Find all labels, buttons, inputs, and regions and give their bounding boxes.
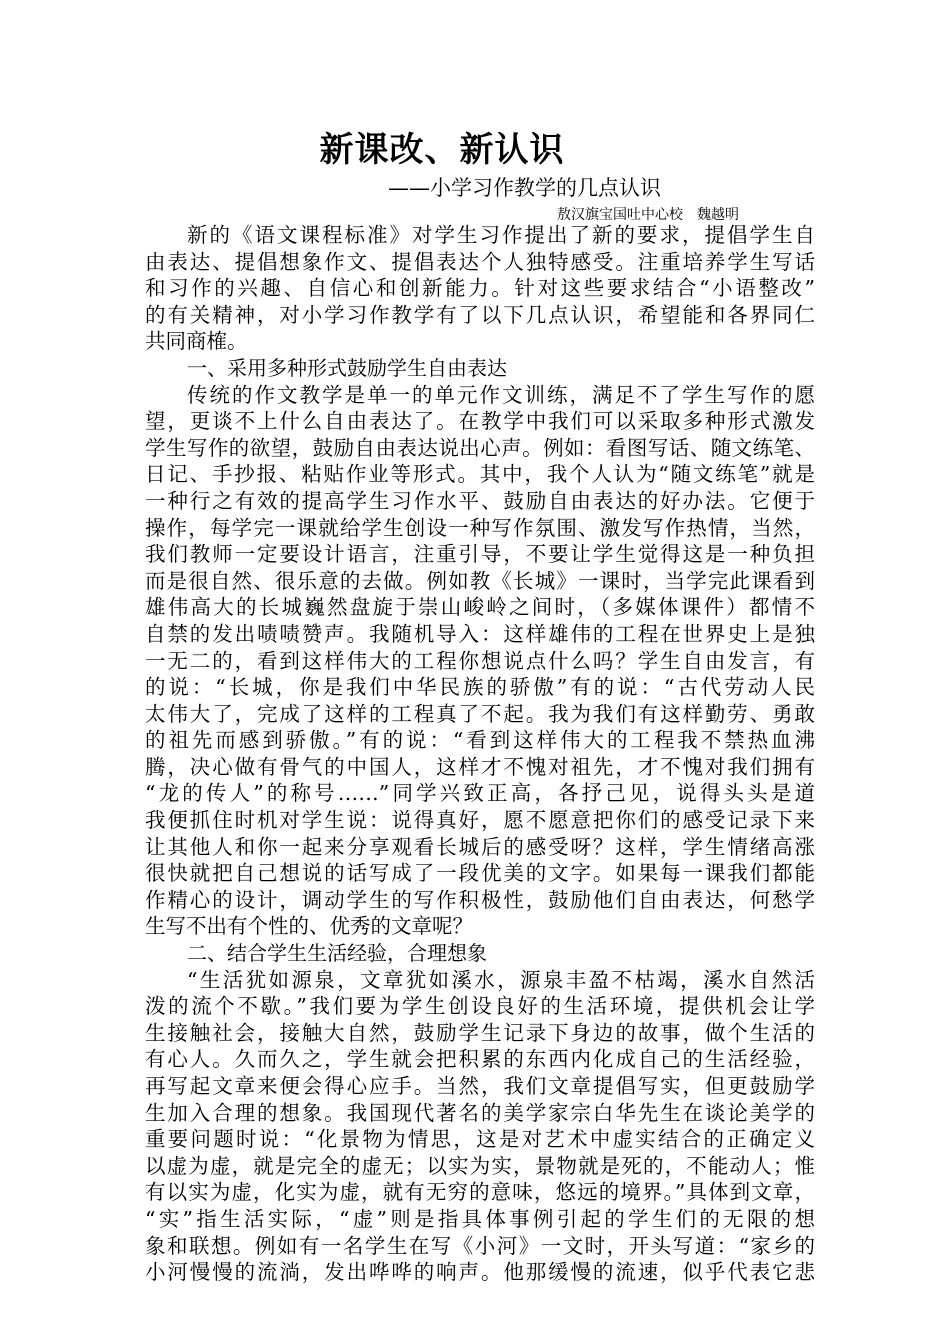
author-line: 敖汉旗宝国吐中心校 魏越明 <box>557 207 739 223</box>
paragraph-line: 传统的作文教学是单一的单元作文训练，满足不了学生写作的愿 <box>187 382 815 407</box>
section-heading: 一、采用多种形式鼓励学生自由表达 <box>187 355 507 380</box>
paragraph-line: 雄伟高大的长城巍然盘旋于崇山峻岭之间时，（多媒体课件）都情不 <box>145 595 815 620</box>
paragraph-line: 生写不出有个性的、优秀的文章呢？ <box>145 914 473 939</box>
paragraph-line: 和习作的兴趣、自信心和创新能力。针对这些要求结合“小语整改” <box>145 276 815 301</box>
paragraph-line: 我们教师一定要设计语言，注重引导，不要让学生觉得这是一种负担 <box>145 542 815 567</box>
paragraph-line: 的有关精神，对小学习作教学有了以下几点认识，希望能和各界同仁 <box>145 302 815 327</box>
paragraph-line: “实”指生活实际，“虚”则是指具体事例引起的学生们的无限的想 <box>145 1206 815 1231</box>
paragraph-line: 的祖先而感到骄傲。”有的说：“看到这样伟大的工程我不禁热血沸 <box>145 728 815 753</box>
document-subtitle: ——小学习作教学的几点认识 <box>388 176 661 200</box>
paragraph-line: 望，更谈不上什么自由表达了。在教学中我们可以采取多种形式激发 <box>145 409 815 434</box>
paragraph-line: 小河慢慢的流淌，发出哗哗的响声。他那缓慢的流速，似乎代表它悲 <box>145 1260 815 1285</box>
paragraph-line: 生加入合理的想象。我国现代著名的美学家宗白华先生在谈论美学的 <box>145 1100 815 1125</box>
paragraph-line: 生接触社会，接触大自然，鼓励学生记录下身边的故事，做个生活的 <box>145 1020 815 1045</box>
paragraph-line: 很快就把自己想说的话写成了一段优美的文字。如果每一课我们都能 <box>145 861 815 886</box>
paragraph-line: 我便抓住时机对学生说：说得真好，愿不愿意把你们的感受记录下来 <box>145 808 815 833</box>
paragraph-line: 作精心的设计，调动学生的写作积极性，鼓励他们自由表达，何愁学 <box>145 887 815 912</box>
paragraph-line: 日记、手抄报、粘贴作业等形式。其中，我个人认为“随文练笔”就是 <box>145 462 815 487</box>
paragraph-line: 太伟大了，完成了这样的工程真了不起。我为我们有这样勤劳、勇敢 <box>145 701 815 726</box>
paragraph-line: 自禁的发出啧啧赞声。我随机导入：这样雄伟的工程在世界史上是独 <box>145 621 815 646</box>
paragraph-line: “生活犹如源泉，文章犹如溪水，源泉丰盈不枯竭，溪水自然活 <box>187 967 815 992</box>
paragraph-line: 共同商榷。 <box>145 329 248 354</box>
paragraph-line: 一种行之有效的提高学生习作水平、鼓励自由表达的好办法。它便于 <box>145 488 815 513</box>
paragraph-line: 象和联想。例如有一名学生在写《小河》一文时，开头写道：“家乡的 <box>145 1233 815 1258</box>
paragraph-line: 操作，每学完一课就给学生创设一种写作氛围、激发写作热情，当然， <box>145 515 815 540</box>
paragraph-line: 让其他人和你一起来分享观看长城后的感受呀？这样，学生情绪高涨 <box>145 834 815 859</box>
paragraph-line: 学生写作的欲望，鼓励自由表达说出心声。例如：看图写话、随文练笔、 <box>145 435 815 460</box>
document-title: 新课改、新认识 <box>319 130 565 170</box>
body-text <box>145 222 815 1286</box>
paragraph-line: 再写起文章来便会得心应手。当然，我们文章提倡写实，但更鼓励学 <box>145 1074 815 1098</box>
paragraph-line: 重要问题时说：“化景物为情思，这是对艺术中虚实结合的正确定义 <box>145 1127 815 1152</box>
paragraph-line: “龙的传人”的称号……”同学兴致正高，各抒己见，说得头头是道 <box>145 781 815 806</box>
paragraph-line: 由表达、提倡想象作文、提倡表达个人独特感受。注重培养学生写话 <box>145 249 815 274</box>
paragraph-line: 以虚为虚，就是完全的虚无；以实为实，景物就是死的，不能动人；惟 <box>145 1153 815 1178</box>
paragraph-line: 泼的流个不歇。”我们要为学生创设良好的生活环境，提供机会让学 <box>145 994 815 1019</box>
paragraph-line: 而是很自然、很乐意的去做。例如教《长城》一课时，当学完此课看到 <box>145 568 815 593</box>
paragraph-line: 有心人。久而久之，学生就会把积累的东西内化成自己的生活经验， <box>145 1047 815 1072</box>
paragraph-line: 一无二的，看到这样伟大的工程你想说点什么吗？学生自由发言，有 <box>145 648 815 673</box>
paragraph-line: 的说：“长城，你是我们中华民族的骄傲”有的说：“古代劳动人民 <box>145 675 815 700</box>
paragraph-line: 新的《语文课程标准》对学生习作提出了新的要求，提倡学生自 <box>187 223 815 247</box>
section-heading: 二、结合学生生活经验，合理想象 <box>187 941 487 966</box>
paragraph-line: 腾，决心做有骨气的中国人，这样才不愧对祖先，才不愧对我们拥有 <box>145 754 815 779</box>
paragraph-line: 有以实为虚，化实为虚，就有无穷的意味，悠远的境界。”具体到文章， <box>145 1180 815 1205</box>
